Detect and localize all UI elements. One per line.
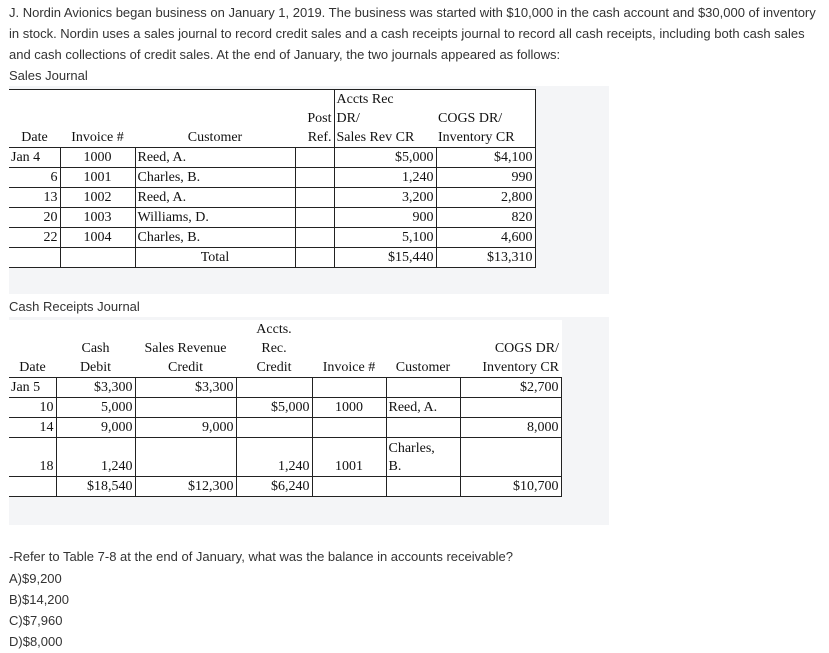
cash-total-sales: $12,300 <box>135 477 236 497</box>
cash-row-sales: 9,000 <box>135 418 236 438</box>
cash-row-invoice <box>312 418 386 438</box>
sales-row-date: Jan 4 <box>9 148 60 168</box>
cash-header-cash-1: Cash <box>81 341 110 356</box>
sales-row-ar: 900 <box>334 208 436 228</box>
sales-header-ar-1: Accts Rec <box>334 90 436 110</box>
intro-paragraph: J. Nordin Avionics began business on January 1, 2019. The business was started with $10,000 in the cash account and $30,000 of inventory in stock. Nordin uses a sales journal to record credit sales and a cash receipts journal to record all cash receipts, including both cash sales and cash collections of credit sales. At the end of January, the two journals appeared as follows: <box>9 5 816 62</box>
cash-row-date: 14 <box>9 418 56 438</box>
total-row <box>9 477 561 497</box>
sales-row-customer: Reed, A. <box>135 148 295 168</box>
sales-row-cogs: 2,800 <box>436 188 535 208</box>
cash-row-sales <box>135 398 236 418</box>
cash-row-cash: 5,000 <box>56 398 135 418</box>
total-row <box>9 248 535 268</box>
cash-row-invoice: 1001 <box>312 438 386 477</box>
cash-row-customer <box>386 418 460 438</box>
sales-header-cogs-1: COGS DR/ <box>436 109 535 128</box>
cash-row-invoice: 1000 <box>312 398 386 418</box>
cash-header-cogs-2: Inventory CR <box>460 358 561 378</box>
cash-total-ar: $6,240 <box>236 477 312 497</box>
sales-journal-table <box>9 89 536 268</box>
answer-option-b[interactable]: B)$14,200 <box>9 592 69 607</box>
sales-header-ar-2: DR/ <box>334 109 436 128</box>
sales-row-cogs: 820 <box>436 208 535 228</box>
cash-row-cogs <box>460 438 561 477</box>
sales-row-invoice: 1001 <box>60 168 135 188</box>
sales-total-label: Total <box>135 248 295 268</box>
cash-row-customer: Reed, A. <box>386 398 460 418</box>
table-row <box>9 228 535 248</box>
sales-header-ar-3: Sales Rev CR <box>334 128 436 148</box>
cash-header-sales-2: Credit <box>135 358 236 378</box>
question-text: -Refer to Table 7-8 at the end of January, what was the balance in accounts receivable? <box>9 549 513 564</box>
cash-header-sales-1: Sales Revenue <box>144 341 227 356</box>
cash-row-customer <box>386 378 460 398</box>
table-row <box>9 148 535 168</box>
sales-total-cogs: $13,310 <box>436 248 535 268</box>
cash-row-date: Jan 5 <box>9 378 56 398</box>
cash-header-cash-2: Debit <box>56 358 135 378</box>
cash-row-sales: $3,300 <box>135 378 236 398</box>
cash-row-ar: 1,240 <box>236 438 312 477</box>
answer-option-c[interactable]: C)$7,960 <box>9 613 63 628</box>
cash-row-cash: 9,000 <box>56 418 135 438</box>
cash-row-customer <box>386 438 460 477</box>
sales-row-date: 22 <box>9 228 60 248</box>
sales-row-invoice: 1004 <box>60 228 135 248</box>
cash-header-ar-1: Accts. <box>256 322 292 337</box>
cash-row-ar <box>236 378 312 398</box>
sales-row-cogs: $4,100 <box>436 148 535 168</box>
sales-row-date: 6 <box>9 168 60 188</box>
sales-row-ar: 1,240 <box>334 168 436 188</box>
cash-row-customer-line-1: Charles, <box>388 441 435 456</box>
cash-row-cogs: $2,700 <box>460 378 561 398</box>
sales-header-cogs-2: Inventory CR <box>436 128 535 148</box>
sales-row-customer: Charles, B. <box>135 168 295 188</box>
sales-row-invoice: 1003 <box>60 208 135 228</box>
cash-header-ar-3: Credit <box>236 358 312 378</box>
sales-row-cogs: 4,600 <box>436 228 535 248</box>
cash-row-customer-line-2: B. <box>388 459 402 474</box>
cash-row-cash: 1,240 <box>56 438 135 477</box>
sales-row-date: 13 <box>9 188 60 208</box>
sales-row-invoice: 1002 <box>60 188 135 208</box>
cash-row-cash: $3,300 <box>56 378 135 398</box>
sales-header-post-2: Ref. <box>295 128 334 148</box>
cash-header-cogs-1: COGS DR/ <box>494 341 559 356</box>
cash-total-cogs: $10,700 <box>460 477 561 497</box>
sales-header-customer: Customer <box>135 128 295 148</box>
sales-row-invoice: 1000 <box>60 148 135 168</box>
sales-row-customer: Reed, A. <box>135 188 295 208</box>
table-row <box>9 398 561 418</box>
cash-row-ar <box>236 418 312 438</box>
sales-row-cogs: 990 <box>436 168 535 188</box>
cash-row-date: 18 <box>9 438 56 477</box>
cash-row-sales <box>135 438 236 477</box>
cash-journal-title: Cash Receipts Journal <box>9 299 140 314</box>
sales-row-ar: 3,200 <box>334 188 436 208</box>
cash-header-date: Date <box>9 358 56 378</box>
table-row <box>9 438 561 477</box>
cash-row-cogs: 8,000 <box>460 418 561 438</box>
answer-option-a[interactable]: A)$9,200 <box>9 571 62 586</box>
sales-row-customer: Charles, B. <box>135 228 295 248</box>
table-row <box>9 418 561 438</box>
cash-row-cogs <box>460 398 561 418</box>
sales-header-date: Date <box>9 128 60 148</box>
cash-header-customer: Customer <box>386 358 460 378</box>
sales-header-invoice: Invoice # <box>60 128 135 148</box>
sales-row-ar: 5,100 <box>334 228 436 248</box>
sales-row-customer: Williams, D. <box>135 208 295 228</box>
cash-row-invoice <box>312 378 386 398</box>
cash-header-invoice: Invoice # <box>312 358 386 378</box>
table-row <box>9 168 535 188</box>
sales-row-date: 20 <box>9 208 60 228</box>
sales-header-post-1: Post <box>307 111 332 126</box>
cash-row-ar: $5,000 <box>236 398 312 418</box>
sales-journal-title: Sales Journal <box>9 68 88 83</box>
cash-header-ar-2: Rec. <box>261 341 287 356</box>
cash-total-cash: $18,540 <box>56 477 135 497</box>
table-row <box>9 378 561 398</box>
answer-option-d[interactable]: D)$8,000 <box>9 634 63 649</box>
sales-row-ar: $5,000 <box>334 148 436 168</box>
cash-journal-table <box>9 320 562 497</box>
cash-row-date: 10 <box>9 398 56 418</box>
table-row <box>9 188 535 208</box>
table-row <box>9 208 535 228</box>
sales-total-ar: $15,440 <box>334 248 436 268</box>
